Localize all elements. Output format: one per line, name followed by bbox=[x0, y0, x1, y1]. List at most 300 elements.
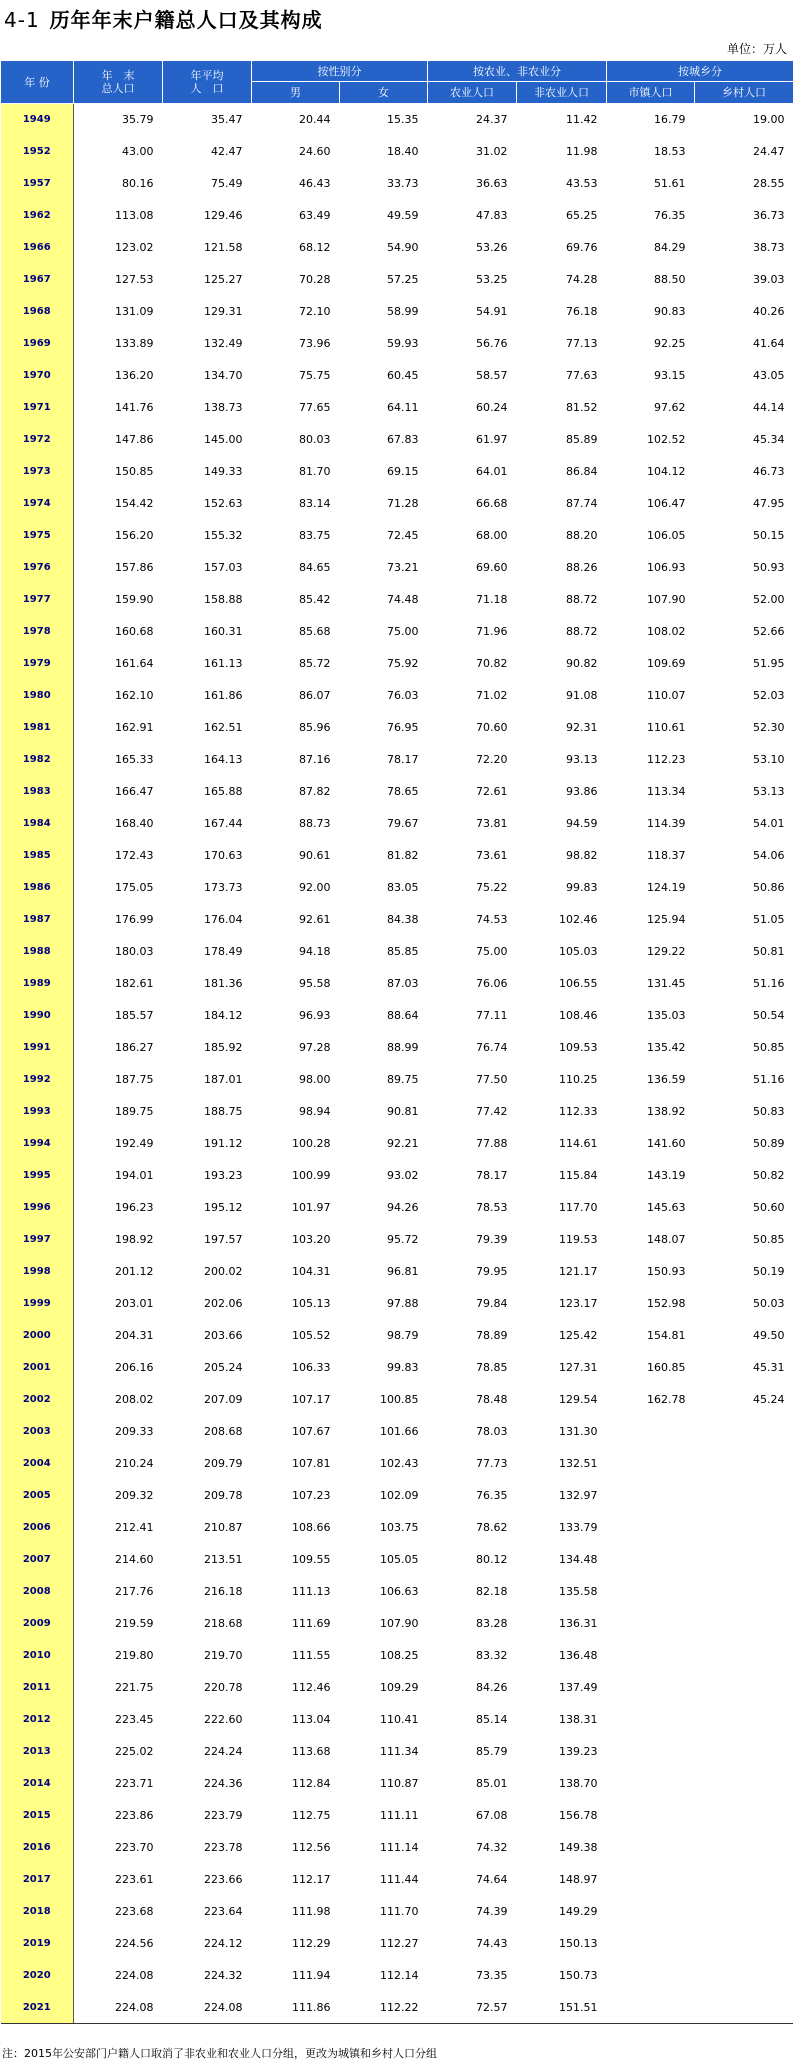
year-cell: 1977 bbox=[1, 584, 74, 616]
table-row bbox=[1, 1672, 793, 1704]
value-cell: 219.80 bbox=[115, 1649, 154, 1662]
value-cell: 223.66 bbox=[204, 1873, 243, 1886]
value-cell: 184.12 bbox=[204, 1009, 243, 1022]
year-cell: 2016 bbox=[1, 1832, 74, 1864]
header-agri: 农业人口 bbox=[428, 82, 517, 104]
table-header bbox=[1, 61, 793, 104]
value-cell: 41.64 bbox=[753, 337, 785, 350]
header-total-line1: 年 末 bbox=[101, 69, 135, 82]
value-cell: 111.13 bbox=[292, 1585, 331, 1598]
value-cell: 158.88 bbox=[204, 593, 243, 606]
value-cell: 119.53 bbox=[559, 1233, 598, 1246]
table-title: 历年年末户籍总人口及其构成 bbox=[49, 8, 323, 32]
value-cell: 216.18 bbox=[204, 1585, 243, 1598]
year-cell: 1993 bbox=[1, 1096, 74, 1128]
value-cell: 155.32 bbox=[204, 529, 243, 542]
value-cell: 98.79 bbox=[387, 1329, 419, 1342]
year-cell: 1981 bbox=[1, 712, 74, 744]
value-cell: 87.74 bbox=[566, 497, 598, 510]
value-cell: 106.93 bbox=[647, 561, 686, 574]
table-row bbox=[1, 872, 793, 904]
value-cell: 217.76 bbox=[115, 1585, 154, 1598]
table-row bbox=[1, 1128, 793, 1160]
value-cell: 75.92 bbox=[387, 657, 419, 670]
value-cell: 78.85 bbox=[476, 1361, 508, 1374]
value-cell: 112.75 bbox=[292, 1809, 331, 1822]
value-cell: 111.14 bbox=[380, 1841, 419, 1854]
value-cell: 125.94 bbox=[647, 913, 686, 926]
value-cell: 95.58 bbox=[299, 977, 331, 990]
value-cell: 176.04 bbox=[204, 913, 243, 926]
value-cell: 47.83 bbox=[476, 209, 508, 222]
value-cell: 132.51 bbox=[559, 1457, 598, 1470]
table-row bbox=[1, 744, 793, 776]
value-cell: 150.85 bbox=[115, 465, 154, 478]
value-cell: 135.42 bbox=[647, 1041, 686, 1054]
value-cell: 44.14 bbox=[753, 401, 785, 414]
value-cell: 141.76 bbox=[115, 401, 154, 414]
year-cell: 1991 bbox=[1, 1032, 74, 1064]
value-cell: 135.03 bbox=[647, 1009, 686, 1022]
value-cell: 83.75 bbox=[299, 529, 331, 542]
value-cell: 88.64 bbox=[387, 1009, 419, 1022]
value-cell: 94.59 bbox=[566, 817, 598, 830]
value-cell: 223.79 bbox=[204, 1809, 243, 1822]
value-cell bbox=[607, 1768, 695, 1800]
value-cell: 224.08 bbox=[115, 1969, 154, 1982]
value-cell: 85.68 bbox=[299, 625, 331, 638]
year-cell: 1983 bbox=[1, 776, 74, 808]
value-cell: 107.90 bbox=[380, 1617, 419, 1630]
value-cell: 198.92 bbox=[115, 1233, 154, 1246]
value-cell: 50.54 bbox=[753, 1009, 785, 1022]
value-cell: 90.83 bbox=[654, 305, 686, 318]
value-cell: 133.89 bbox=[115, 337, 154, 350]
value-cell: 11.98 bbox=[566, 145, 598, 158]
value-cell bbox=[607, 1960, 695, 1992]
value-cell: 203.01 bbox=[115, 1297, 154, 1310]
value-cell: 109.55 bbox=[292, 1553, 331, 1566]
value-cell: 96.81 bbox=[387, 1265, 419, 1278]
value-cell: 74.32 bbox=[476, 1841, 508, 1854]
year-cell: 1992 bbox=[1, 1064, 74, 1096]
value-cell: 87.03 bbox=[387, 977, 419, 990]
value-cell: 46.43 bbox=[299, 177, 331, 190]
value-cell: 76.06 bbox=[476, 977, 508, 990]
value-cell: 18.40 bbox=[387, 145, 419, 158]
value-cell: 70.60 bbox=[476, 721, 508, 734]
table-row bbox=[1, 1480, 793, 1512]
value-cell bbox=[695, 1704, 793, 1736]
value-cell: 20.44 bbox=[299, 113, 331, 127]
value-cell: 127.53 bbox=[115, 273, 154, 286]
value-cell: 75.00 bbox=[387, 625, 419, 638]
value-cell: 108.66 bbox=[292, 1521, 331, 1534]
value-cell: 223.64 bbox=[204, 1905, 243, 1918]
year-cell: 2008 bbox=[1, 1576, 74, 1608]
value-cell: 173.73 bbox=[204, 881, 243, 894]
value-cell: 73.96 bbox=[299, 337, 331, 350]
year-cell: 1986 bbox=[1, 872, 74, 904]
table-row bbox=[1, 1928, 793, 1960]
value-cell: 161.86 bbox=[204, 689, 243, 702]
value-cell bbox=[607, 1704, 695, 1736]
value-cell: 107.17 bbox=[292, 1393, 331, 1406]
value-cell: 150.93 bbox=[647, 1265, 686, 1278]
year-cell: 1985 bbox=[1, 840, 74, 872]
table-row bbox=[1, 392, 793, 424]
value-cell: 105.03 bbox=[559, 945, 598, 958]
value-cell: 113.04 bbox=[292, 1713, 331, 1726]
value-cell: 74.53 bbox=[476, 913, 508, 926]
value-cell: 175.05 bbox=[115, 881, 154, 894]
value-cell: 92.00 bbox=[299, 881, 331, 894]
value-cell: 90.61 bbox=[299, 849, 331, 862]
value-cell: 186.27 bbox=[115, 1041, 154, 1054]
value-cell: 112.22 bbox=[340, 1992, 428, 2024]
value-cell: 200.02 bbox=[204, 1265, 243, 1278]
value-cell bbox=[695, 1800, 793, 1832]
year-cell: 2013 bbox=[1, 1736, 74, 1768]
value-cell: 46.73 bbox=[753, 465, 785, 478]
value-cell: 129.31 bbox=[204, 305, 243, 318]
value-cell: 69.76 bbox=[566, 241, 598, 254]
value-cell: 113.68 bbox=[292, 1745, 331, 1758]
value-cell: 160.85 bbox=[647, 1361, 686, 1374]
value-cell: 50.19 bbox=[753, 1265, 785, 1278]
value-cell: 45.31 bbox=[753, 1361, 785, 1374]
value-cell: 195.12 bbox=[204, 1201, 243, 1214]
value-cell: 80.12 bbox=[476, 1553, 508, 1566]
table-body bbox=[1, 104, 793, 2024]
table-row bbox=[1, 936, 793, 968]
value-cell: 106.47 bbox=[647, 497, 686, 510]
value-cell: 40.26 bbox=[753, 305, 785, 318]
value-cell: 112.14 bbox=[380, 1969, 419, 1982]
table-row bbox=[1, 1448, 793, 1480]
value-cell: 143.19 bbox=[647, 1169, 686, 1182]
value-cell: 219.70 bbox=[204, 1649, 243, 1662]
value-cell: 133.79 bbox=[559, 1521, 598, 1534]
year-cell: 1997 bbox=[1, 1224, 74, 1256]
value-cell: 213.51 bbox=[204, 1553, 243, 1566]
value-cell: 86.07 bbox=[299, 689, 331, 702]
value-cell: 90.82 bbox=[566, 657, 598, 670]
value-cell: 152.98 bbox=[647, 1297, 686, 1310]
value-cell: 162.78 bbox=[647, 1393, 686, 1406]
value-cell: 136.31 bbox=[559, 1617, 598, 1630]
year-cell: 2006 bbox=[1, 1512, 74, 1544]
value-cell: 115.84 bbox=[559, 1169, 598, 1182]
value-cell: 50.15 bbox=[753, 529, 785, 542]
year-cell: 1988 bbox=[1, 936, 74, 968]
value-cell: 77.65 bbox=[299, 401, 331, 414]
value-cell: 81.82 bbox=[387, 849, 419, 862]
value-cell: 147.86 bbox=[115, 433, 154, 446]
value-cell: 151.51 bbox=[517, 1992, 607, 2024]
value-cell: 111.70 bbox=[380, 1905, 419, 1918]
value-cell: 161.13 bbox=[204, 657, 243, 670]
value-cell: 83.05 bbox=[387, 881, 419, 894]
table-row bbox=[1, 1608, 793, 1640]
table-row bbox=[1, 840, 793, 872]
value-cell bbox=[607, 1416, 695, 1448]
value-cell: 97.28 bbox=[299, 1041, 331, 1054]
header-average-line1: 年平均 bbox=[190, 69, 224, 82]
value-cell: 167.44 bbox=[204, 817, 243, 830]
value-cell: 50.85 bbox=[753, 1233, 785, 1246]
year-cell: 1962 bbox=[1, 200, 74, 232]
value-cell: 221.75 bbox=[115, 1681, 154, 1694]
value-cell: 157.03 bbox=[204, 561, 243, 574]
value-cell: 152.63 bbox=[204, 497, 243, 510]
value-cell: 110.87 bbox=[380, 1777, 419, 1790]
value-cell: 99.83 bbox=[566, 881, 598, 894]
value-cell: 84.38 bbox=[387, 913, 419, 926]
value-cell: 165.88 bbox=[204, 785, 243, 798]
year-cell: 1967 bbox=[1, 264, 74, 296]
value-cell: 90.81 bbox=[387, 1105, 419, 1118]
value-cell: 85.79 bbox=[476, 1745, 508, 1758]
value-cell: 207.09 bbox=[204, 1393, 243, 1406]
value-cell: 112.23 bbox=[647, 753, 686, 766]
value-cell: 201.12 bbox=[115, 1265, 154, 1278]
value-cell: 185.57 bbox=[115, 1009, 154, 1022]
value-cell bbox=[607, 1544, 695, 1576]
value-cell: 107.90 bbox=[647, 593, 686, 606]
value-cell: 77.11 bbox=[476, 1009, 508, 1022]
value-cell: 109.69 bbox=[647, 657, 686, 670]
value-cell: 105.52 bbox=[292, 1329, 331, 1342]
table-row bbox=[1, 328, 793, 360]
value-cell: 54.01 bbox=[753, 817, 785, 830]
footnote: 注：2015年公安部门户籍人口取消了非农业和农业人口分组，更改为城镇和乡村人口分组 bbox=[2, 2047, 437, 2060]
value-cell: 78.17 bbox=[387, 753, 419, 766]
value-cell: 88.72 bbox=[566, 625, 598, 638]
value-cell: 166.47 bbox=[115, 785, 154, 798]
value-cell: 176.99 bbox=[115, 913, 154, 926]
value-cell: 101.66 bbox=[380, 1425, 419, 1438]
year-cell: 1973 bbox=[1, 456, 74, 488]
value-cell: 98.82 bbox=[566, 849, 598, 862]
value-cell: 88.73 bbox=[299, 817, 331, 830]
table-row bbox=[1, 1800, 793, 1832]
year-cell: 2020 bbox=[1, 1960, 74, 1992]
value-cell: 219.59 bbox=[115, 1617, 154, 1630]
value-cell: 206.16 bbox=[115, 1361, 154, 1374]
year-cell: 2018 bbox=[1, 1896, 74, 1928]
header-male: 男 bbox=[252, 82, 340, 104]
value-cell: 16.79 bbox=[654, 113, 686, 127]
value-cell: 74.28 bbox=[566, 273, 598, 286]
table-row bbox=[1, 1224, 793, 1256]
value-cell bbox=[695, 1544, 793, 1576]
year-cell: 1990 bbox=[1, 1000, 74, 1032]
value-cell: 50.03 bbox=[753, 1297, 785, 1310]
value-cell: 60.45 bbox=[387, 369, 419, 382]
value-cell bbox=[607, 1512, 695, 1544]
year-cell: 1998 bbox=[1, 1256, 74, 1288]
value-cell: 160.68 bbox=[115, 625, 154, 638]
value-cell: 134.70 bbox=[204, 369, 243, 382]
value-cell: 19.00 bbox=[753, 113, 785, 127]
value-cell: 111.11 bbox=[380, 1809, 419, 1822]
value-cell: 103.20 bbox=[292, 1233, 331, 1246]
header-by-agri: 按农业、非农业分 bbox=[428, 61, 607, 82]
value-cell: 100.99 bbox=[292, 1169, 331, 1182]
value-cell: 50.83 bbox=[753, 1105, 785, 1118]
value-cell: 81.52 bbox=[566, 401, 598, 414]
table-row bbox=[1, 1064, 793, 1096]
value-cell: 85.14 bbox=[476, 1713, 508, 1726]
value-cell: 141.60 bbox=[647, 1137, 686, 1150]
value-cell: 95.72 bbox=[387, 1233, 419, 1246]
value-cell: 180.03 bbox=[115, 945, 154, 958]
value-cell: 38.73 bbox=[753, 241, 785, 254]
value-cell: 83.14 bbox=[299, 497, 331, 510]
value-cell: 84.26 bbox=[476, 1681, 508, 1694]
year-cell: 1966 bbox=[1, 232, 74, 264]
value-cell: 109.29 bbox=[380, 1681, 419, 1694]
value-cell: 111.69 bbox=[292, 1617, 331, 1630]
value-cell: 101.97 bbox=[292, 1201, 331, 1214]
value-cell: 220.78 bbox=[204, 1681, 243, 1694]
value-cell: 52.00 bbox=[753, 593, 785, 606]
value-cell: 43.05 bbox=[753, 369, 785, 382]
value-cell: 68.00 bbox=[476, 529, 508, 542]
value-cell: 129.54 bbox=[559, 1393, 598, 1406]
value-cell: 102.09 bbox=[380, 1489, 419, 1502]
value-cell bbox=[607, 1640, 695, 1672]
value-cell bbox=[695, 1448, 793, 1480]
value-cell bbox=[695, 1928, 793, 1960]
year-cell: 1971 bbox=[1, 392, 74, 424]
value-cell: 64.01 bbox=[476, 465, 508, 478]
value-cell: 99.83 bbox=[387, 1361, 419, 1374]
value-cell: 31.02 bbox=[476, 145, 508, 158]
value-cell: 75.75 bbox=[299, 369, 331, 382]
year-cell: 2003 bbox=[1, 1416, 74, 1448]
value-cell: 93.13 bbox=[566, 753, 598, 766]
value-cell: 50.82 bbox=[753, 1169, 785, 1182]
value-cell: 78.03 bbox=[476, 1425, 508, 1438]
population-table bbox=[0, 60, 793, 2024]
year-cell: 1976 bbox=[1, 552, 74, 584]
value-cell: 97.62 bbox=[654, 401, 686, 414]
year-cell: 2021 bbox=[1, 1992, 74, 2024]
value-cell: 93.02 bbox=[387, 1169, 419, 1182]
table-row bbox=[1, 1288, 793, 1320]
value-cell bbox=[607, 1832, 695, 1864]
value-cell: 112.46 bbox=[292, 1681, 331, 1694]
value-cell: 131.45 bbox=[647, 977, 686, 990]
value-cell: 93.86 bbox=[566, 785, 598, 798]
value-cell: 56.76 bbox=[476, 337, 508, 350]
value-cell: 100.85 bbox=[380, 1393, 419, 1406]
value-cell: 96.93 bbox=[299, 1009, 331, 1022]
value-cell: 53.25 bbox=[476, 273, 508, 286]
year-cell: 1994 bbox=[1, 1128, 74, 1160]
value-cell: 108.02 bbox=[647, 625, 686, 638]
value-cell bbox=[695, 1576, 793, 1608]
year-cell: 2019 bbox=[1, 1928, 74, 1960]
year-cell: 2004 bbox=[1, 1448, 74, 1480]
value-cell: 66.68 bbox=[476, 497, 508, 510]
value-cell: 106.33 bbox=[292, 1361, 331, 1374]
value-cell: 106.55 bbox=[559, 977, 598, 990]
year-cell: 2000 bbox=[1, 1320, 74, 1352]
table-row bbox=[1, 616, 793, 648]
header-by-urban: 按城乡分 bbox=[607, 61, 793, 82]
value-cell: 45.24 bbox=[753, 1393, 785, 1406]
value-cell: 88.20 bbox=[566, 529, 598, 542]
unit-label: 单位：万人 bbox=[726, 42, 787, 56]
value-cell: 160.31 bbox=[204, 625, 243, 638]
value-cell: 209.79 bbox=[204, 1457, 243, 1470]
table-row bbox=[1, 1576, 793, 1608]
value-cell: 73.61 bbox=[476, 849, 508, 862]
value-cell: 52.30 bbox=[753, 721, 785, 734]
value-cell: 156.20 bbox=[115, 529, 154, 542]
table-row bbox=[1, 712, 793, 744]
value-cell: 224.36 bbox=[204, 1777, 243, 1790]
value-cell: 75.49 bbox=[211, 177, 243, 190]
value-cell: 36.63 bbox=[476, 177, 508, 190]
value-cell: 72.57 bbox=[428, 1992, 517, 2024]
value-cell: 94.18 bbox=[299, 945, 331, 958]
header-average-line2: 人 口 bbox=[190, 82, 224, 95]
header-nonagri: 非农业人口 bbox=[517, 82, 607, 104]
value-cell: 52.03 bbox=[753, 689, 785, 702]
value-cell: 139.23 bbox=[559, 1745, 598, 1758]
value-cell: 43.00 bbox=[122, 145, 154, 158]
table-row bbox=[1, 1512, 793, 1544]
value-cell: 83.28 bbox=[476, 1617, 508, 1630]
value-cell: 223.70 bbox=[115, 1841, 154, 1854]
year-cell: 1949 bbox=[1, 104, 74, 136]
value-cell: 187.01 bbox=[204, 1073, 243, 1086]
value-cell: 50.81 bbox=[753, 945, 785, 958]
value-cell: 188.75 bbox=[204, 1105, 243, 1118]
value-cell: 111.98 bbox=[292, 1905, 331, 1918]
value-cell: 47.95 bbox=[753, 497, 785, 510]
value-cell: 49.50 bbox=[753, 1329, 785, 1342]
value-cell: 45.34 bbox=[753, 433, 785, 446]
table-row bbox=[1, 680, 793, 712]
value-cell: 187.75 bbox=[115, 1073, 154, 1086]
header-total-line2: 总人口 bbox=[101, 82, 135, 95]
value-cell: 106.63 bbox=[380, 1585, 419, 1598]
table-row bbox=[1, 168, 793, 200]
value-cell: 212.41 bbox=[115, 1521, 154, 1534]
value-cell: 78.89 bbox=[476, 1329, 508, 1342]
value-cell: 35.79 bbox=[122, 113, 154, 127]
value-cell bbox=[695, 1416, 793, 1448]
value-cell: 51.61 bbox=[654, 177, 686, 190]
table-row bbox=[1, 584, 793, 616]
value-cell: 65.25 bbox=[566, 209, 598, 222]
value-cell: 82.18 bbox=[476, 1585, 508, 1598]
value-cell: 214.60 bbox=[115, 1553, 154, 1566]
year-cell: 1975 bbox=[1, 520, 74, 552]
value-cell: 54.90 bbox=[387, 241, 419, 254]
value-cell: 104.12 bbox=[647, 465, 686, 478]
value-cell: 223.45 bbox=[115, 1713, 154, 1726]
value-cell: 71.96 bbox=[476, 625, 508, 638]
value-cell: 102.46 bbox=[559, 913, 598, 926]
value-cell bbox=[695, 1960, 793, 1992]
value-cell: 149.38 bbox=[559, 1841, 598, 1854]
